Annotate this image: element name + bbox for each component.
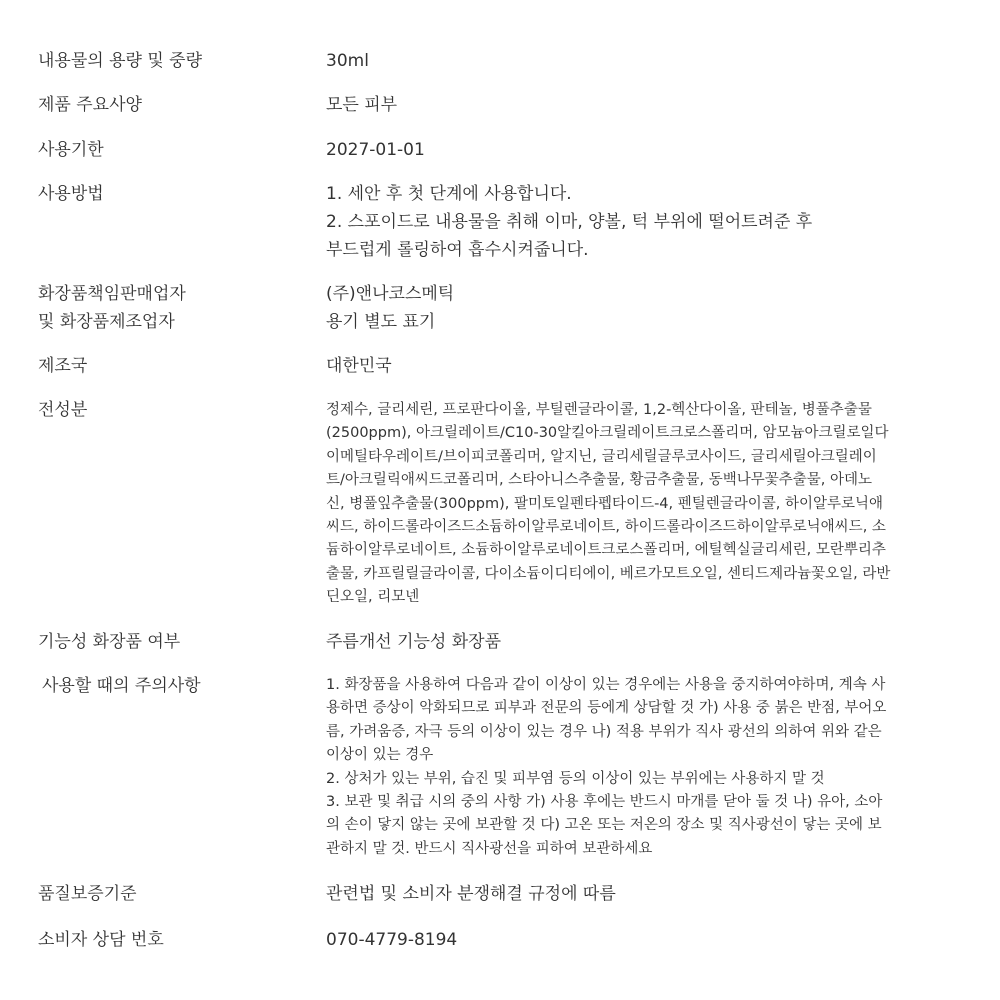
row-value	[326, 47, 966, 75]
label-line: 화장품책임판매업자	[38, 284, 186, 304]
value-line: 씨드, 하이드롤라이즈드소듐하이알루로네이트, 하이드롤라이즈드하이알루로닉애씨드, 소	[326, 519, 886, 536]
row-value	[326, 280, 966, 336]
row-value	[326, 880, 966, 908]
value-line: 주름개선 기능성 화장품	[326, 632, 502, 652]
value-line: 출물, 카프릴릴글라이콜, 다이소듐이디티에이, 베르가모트오일, 센티드제라늄꽃오일, 라반	[326, 565, 891, 582]
value-line: 2. 스포이드로 내용물을 취해 이마, 양볼, 턱 부위에 떨어트려준 후	[326, 212, 813, 232]
row-value	[326, 674, 966, 861]
label-line: 기능성 화장품 여부	[38, 632, 181, 652]
value-line: 용하면 증상이 악화되므로 피부과 전문의 등에게 상담할 것 가) 사용 중 붉은 반점, 부어오	[326, 700, 887, 717]
value-line: 트/아크릴릭애씨드코폴리머, 스타아니스추출물, 황금추출물, 동백나무꽃추출물, 아데노	[326, 472, 873, 489]
row-label	[42, 672, 302, 700]
row-label	[38, 880, 298, 908]
row-value	[326, 352, 966, 380]
label-line: 사용방법	[38, 184, 104, 204]
value-line: 이메틸타우레이트/브이피코폴리머, 알지닌, 글리세릴글루코사이드, 글리세릴아크릴레이	[326, 448, 877, 465]
value-line: 정제수, 글리세린, 프로판다이올, 부틸렌글라이콜, 1,2-헥산다이올, 판테놀, 병풀추출물	[326, 402, 872, 418]
value-line: (2500ppm), 아크릴레이트/C10-30알킬아크릴레이트크로스폴리머, 암모늄아크릴로일다	[326, 425, 889, 442]
value-line: 부드럽게 롤링하여 흡수시켜줍니다.	[326, 240, 589, 260]
value-line: 신, 병풀잎추출물(300ppm), 팔미토일펜타펩타이드-4, 펜틸렌글라이콜, 하이알루로닉애	[326, 495, 884, 512]
label-line: 전성분	[38, 400, 88, 420]
value-line: 이상이 있는 경우	[326, 747, 434, 764]
row-label	[38, 396, 298, 424]
label-line: 품질보증기준	[38, 884, 137, 904]
value-line: 3. 보관 및 취급 시의 중의 사항 가) 사용 후에는 반드시 마개를 닫아 둘 것 나) 유아, 소아	[326, 794, 883, 811]
value-line: 070-4779-8194	[326, 930, 458, 950]
value-line: 름, 가려움증, 자극 등의 이상이 있는 경우 나) 적용 부위가 직사 광선의 의하여 위와 같은	[326, 723, 882, 740]
row-label	[38, 280, 298, 336]
row-value	[326, 628, 966, 656]
value-line: 의 손이 닿지 않는 곳에 보관할 것 다) 고온 또는 저온의 장소 및 직사광선이 닿는 곳에 보	[326, 817, 882, 834]
row-label	[38, 352, 298, 380]
label-line: 소비자 상담 번호	[38, 930, 164, 950]
label-line: 내용물의 용량 및 중량	[38, 51, 203, 71]
value-line: 1. 세안 후 첫 단계에 사용합니다.	[326, 184, 572, 204]
row-value	[326, 91, 966, 119]
value-line: 듐하이알루로네이트, 소듐하이알루로네이트크로스폴리머, 에틸헥실글리세린, 모란뿌리추	[326, 542, 886, 559]
label-line: 제조국	[38, 356, 88, 376]
value-line: 2. 상처가 있는 부위, 습진 및 피부염 등의 이상이 있는 부위에는 사용하지 말 것	[326, 770, 825, 787]
value-line: 용기 별도 표기	[326, 312, 436, 332]
row-value	[326, 926, 966, 954]
row-label	[38, 628, 298, 656]
row-value	[326, 399, 966, 610]
value-line: 30ml	[326, 51, 369, 71]
label-line: 제품 주요사양	[38, 95, 142, 115]
value-line: 1. 화장품을 사용하여 다음과 같이 이상이 있는 경우에는 사용을 중지하여야하며, 계속 사	[326, 677, 886, 693]
label-line: 및 화장품제조업자	[38, 312, 175, 332]
value-line: 모든 피부	[326, 95, 398, 115]
row-label	[38, 136, 298, 164]
row-value	[326, 180, 966, 264]
row-label	[38, 47, 298, 75]
value-line: 대한민국	[326, 356, 392, 376]
row-label	[38, 91, 298, 119]
row-value	[326, 136, 966, 164]
value-line: 딘오일, 리모넨	[326, 589, 420, 606]
value-line: 관련법 및 소비자 분쟁해결 규정에 따름	[326, 884, 616, 904]
value-line: 관하지 말 것. 반드시 직사광선을 피하여 보관하세요	[326, 840, 653, 857]
value-line: 2027-01-01	[326, 140, 425, 160]
label-line: 사용할 때의 주의사항	[42, 676, 201, 696]
row-label	[38, 180, 298, 208]
value-line: (주)앤나코스메틱	[326, 284, 455, 304]
label-line: 사용기한	[38, 140, 104, 160]
row-label	[38, 926, 298, 954]
